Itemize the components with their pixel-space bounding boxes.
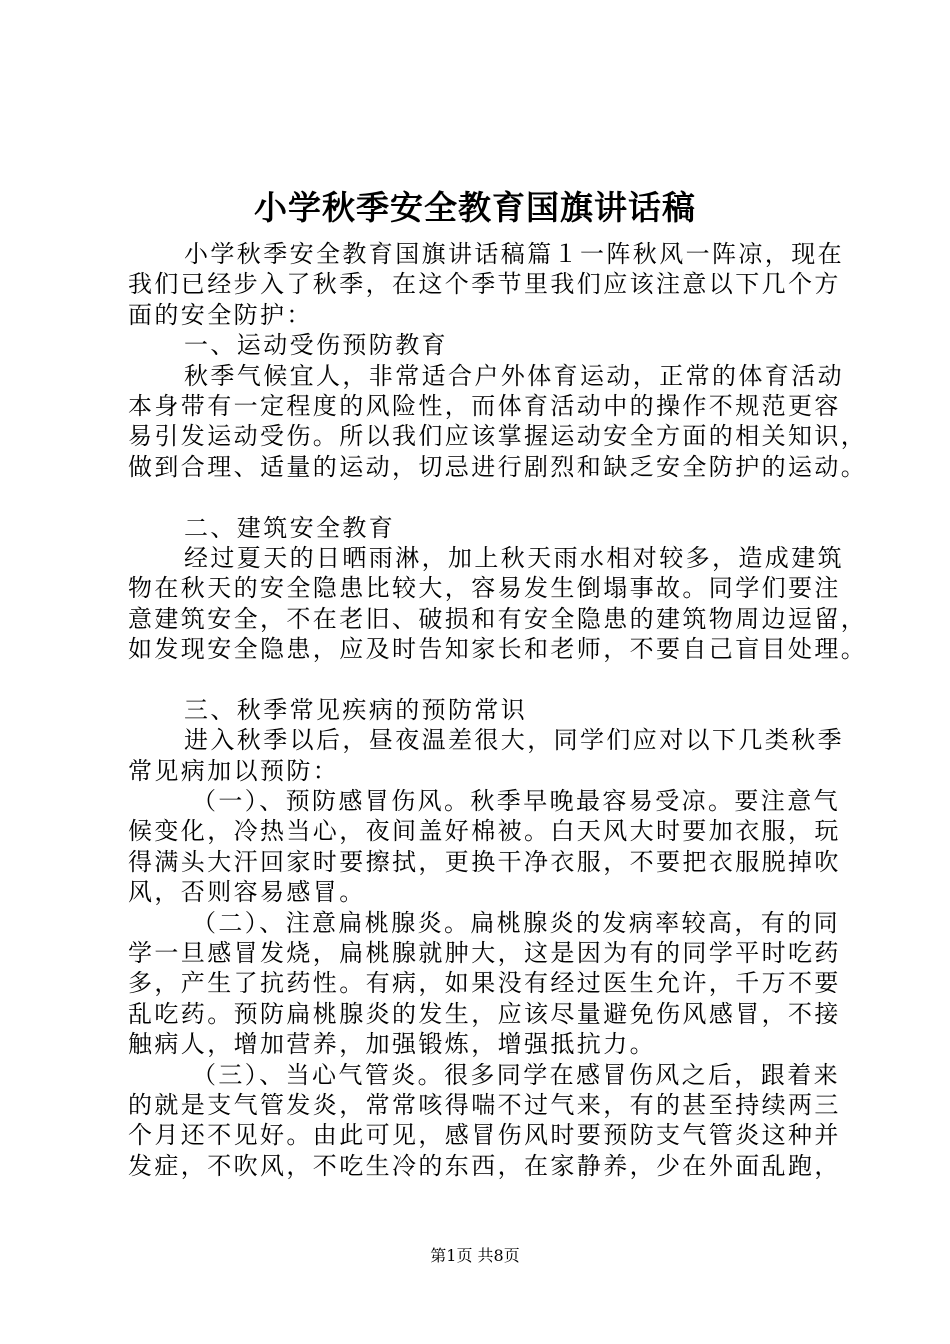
text-line: 候变化，冷热当心，夜间盖好棉被。白天风大时要加衣服，玩 — [128, 817, 841, 846]
text-line: 秋季气候宜人，非常适合户外体育运动，正常的体育活动 — [184, 361, 844, 390]
document-body — [128, 239, 868, 1181]
text-line: 小学秋季安全教育国旗讲话稿篇１一阵秋风一阵凉，现在 — [184, 240, 844, 268]
text-line: 进入秋季以后，昼夜温差很大，同学们应对以下几类秋季 — [184, 726, 844, 755]
text-line: 物在秋天的安全隐患比较大，容易发生倒塌事故。同学们要注 — [128, 574, 841, 603]
text-line: 得满头大汗回家时要擦拭，更换干净衣服，不要把衣服脱掉吹 — [128, 847, 841, 876]
blank-line — [128, 482, 828, 512]
text-line: （二）、注意扁桃腺炎。扁桃腺炎的发病率较高，有的同 — [192, 908, 840, 937]
text-line: 的就是支气管发炎，常常咳得喘不过气来，有的甚至持续两三 — [128, 1090, 841, 1119]
blank-line — [128, 664, 828, 694]
text-line: 本身带有一定程度的风险性，而体育活动中的操作不规范更容 — [128, 391, 841, 420]
text-line: 多，产生了抗药性。有病，如果没有经过医生允许，千万不要 — [128, 969, 841, 998]
text-line: 面的安全防护： — [128, 300, 313, 329]
text-line: 风，否则容易感冒。 — [128, 878, 366, 907]
page-footer: 第1页 共8页 — [430, 1246, 520, 1265]
text-line: 一、运动受伤预防教育 — [184, 331, 448, 360]
text-line: 做到合理、适量的运动，切忌进行剧烈和缺乏安全防护的运动。 — [128, 452, 868, 481]
text-line: （一）、预防感冒伤风。秋季早晚最容易受凉。要注意气 — [192, 787, 840, 816]
text-line: 易引发运动受伤。所以我们应该掌握运动安全方面的相关知识， — [128, 422, 868, 451]
text-line: （三）、当心气管炎。很多同学在感冒伤风之后，跟着来 — [192, 1060, 840, 1089]
text-line: 经过夏天的日晒雨淋，加上秋天雨水相对较多，造成建筑 — [184, 543, 844, 572]
text-line: 我们已经步入了秋季，在这个季节里我们应该注意以下几个方 — [128, 270, 841, 299]
text-line: 意建筑安全，不在老旧、破损和有安全隐患的建筑物周边逗留， — [128, 604, 868, 633]
text-line: 二、建筑安全教育 — [184, 513, 396, 542]
text-line: 常见病加以预防： — [128, 756, 340, 785]
text-line: 三、秋季常见疾病的预防常识 — [184, 695, 528, 724]
text-line: 触病人，增加营养，加强锻炼，增强抵抗力。 — [128, 1030, 656, 1059]
text-line: 发症，不吹风，不吃生冷的东西，在家静养，少在外面乱跑， — [128, 1151, 841, 1180]
text-line: 个月还不见好。由此可见，感冒伤风时要预防支气管炎这种并 — [128, 1121, 841, 1150]
text-line: 乱吃药。预防扁桃腺炎的发生，应该尽量避免伤风感冒，不接 — [128, 999, 841, 1028]
text-line: 如发现安全隐患，应及时告知家长和老师，不要自己盲目处理。 — [128, 635, 868, 664]
text-line: 学一旦感冒发烧，扁桃腺就肿大，这是因为有的同学平时吃药 — [128, 938, 841, 967]
document-title: 小学秋季安全教育国旗讲话稿 — [254, 188, 696, 227]
